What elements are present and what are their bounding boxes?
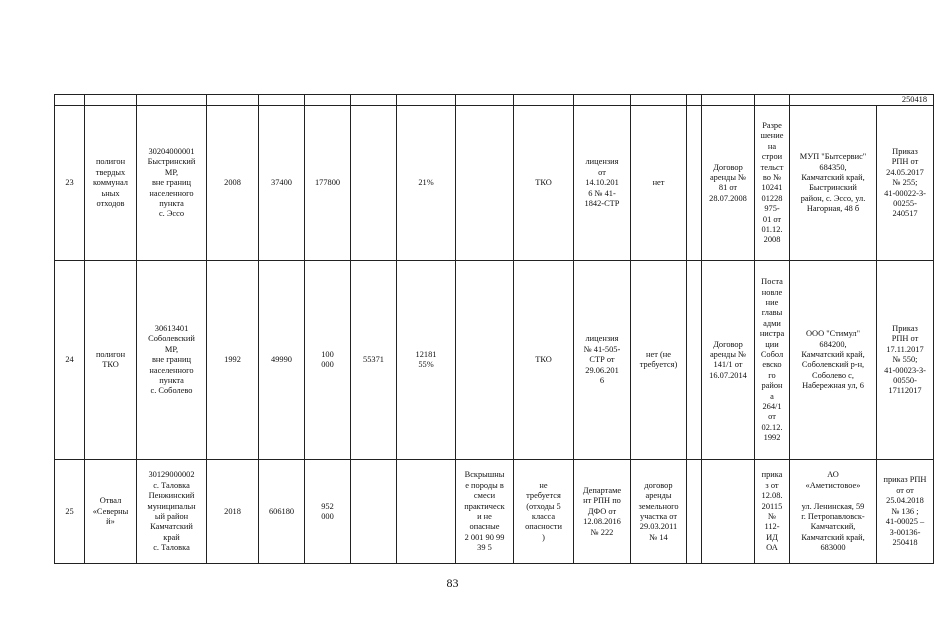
table-cell (631, 95, 687, 106)
fill-level: 21% (397, 106, 456, 261)
land-document (702, 460, 755, 564)
license: лицензия № 41-505- СТР от 29.06.201 6 (574, 261, 631, 460)
fill-level: 12181 55% (397, 261, 456, 460)
ownership (687, 460, 702, 564)
registry-order: приказ РПН от от 25.04.2018 № 136 ; 41-00025 – З-00136- 250418 (877, 460, 934, 564)
registry-order: Приказ РПН от 24.05.2017 № 255; 41-00022-З- 00255- 240517 (877, 106, 934, 261)
page-number: 83 (446, 576, 459, 590)
waste-type: не требуется (отходы 5 класса опасности ) (514, 460, 574, 564)
accumulated-waste (351, 460, 397, 564)
registry-table (54, 94, 934, 564)
waste-codes: Вскрышны е породы в смеси практическ и не опасные 2 001 90 99 39 5 (456, 460, 514, 564)
table-cell (207, 95, 259, 106)
table-row (55, 261, 934, 460)
design-capacity: 952 000 (305, 460, 351, 564)
design-capacity: 177800 (305, 106, 351, 261)
object-name: полигон ТКО (85, 261, 137, 460)
exclusion: договор аренды земельного участка от 29.03.2011 № 14 (631, 460, 687, 564)
operator: МУП "Бытсервис" 684350, Камчатский край, Быстринский район, с. Эссо, ул. Нагорная, 48 б (790, 106, 877, 261)
object-location: 30204000001 Быстринский МР, вне границ населенного пункта с. Эссо (137, 106, 207, 261)
table-cell: 250418 (790, 95, 934, 106)
row-number: 25 (55, 460, 85, 564)
table-cell (514, 95, 574, 106)
fill-level (397, 460, 456, 564)
table-cell (574, 95, 631, 106)
commission-year: 2018 (207, 460, 259, 564)
accumulated-waste: 55371 (351, 261, 397, 460)
object-location: 30129000002 с. Таловка Пенжинский муниципальн ый район Камчатский край с. Таловка (137, 460, 207, 564)
table-cell (85, 95, 137, 106)
row-number: 24 (55, 261, 85, 460)
table-cell (351, 95, 397, 106)
table-cell (687, 95, 702, 106)
waste-codes (456, 261, 514, 460)
operator: АО «Аметистовое» ул. Ленинская, 59 г. Петропавловск- Камчатский, Камчатский край, 683000 (790, 460, 877, 564)
table-cell (259, 95, 305, 106)
license: Департаме нт РПН по ДФО от 12.08.2016 № 222 (574, 460, 631, 564)
waste-codes (456, 106, 514, 261)
ownership (687, 106, 702, 261)
accumulated-waste (351, 106, 397, 261)
object-location: 30613401 Соболевский МР, вне границ населенного пункта с. Соболево (137, 261, 207, 460)
waste-type: ТКО (514, 261, 574, 460)
construction-permit: Разре шение на строи тельст во № 10241 01228 975- 01 от 01.12. 2008 (755, 106, 790, 261)
commission-year: 1992 (207, 261, 259, 460)
table-cell (137, 95, 207, 106)
object-area: 49990 (259, 261, 305, 460)
table-cell (702, 95, 755, 106)
design-capacity: 100 000 (305, 261, 351, 460)
commission-year: 2008 (207, 106, 259, 261)
construction-permit: прика з от 12.08. 20115 № 112- ИД ОА (755, 460, 790, 564)
row-number: 23 (55, 106, 85, 261)
land-document: Договор аренды № 81 от 28.07.2008 (702, 106, 755, 261)
waste-type: ТКО (514, 106, 574, 261)
license: лицензия от 14.10.201 6 № 41- 1842-СТР (574, 106, 631, 261)
registry-order: Приказ РПН от 17.11.2017 № 550; 41-00023-З- 00550- 17112017 (877, 261, 934, 460)
operator: ООО "Стимул" 684200, Камчатский край, Соболевский р-н, Соболево с, Набережная ул, 6 (790, 261, 877, 460)
land-document: Договор аренды № 141/1 от 16.07.2014 (702, 261, 755, 460)
table-cell (305, 95, 351, 106)
table-cell (456, 95, 514, 106)
table-cell (55, 95, 85, 106)
table-cell (397, 95, 456, 106)
object-area: 606180 (259, 460, 305, 564)
object-name: полигон твердых коммунал ьных отходов (85, 106, 137, 261)
table-row (55, 106, 934, 261)
exclusion: нет (631, 106, 687, 261)
table-cell (755, 95, 790, 106)
object-name: Отвал «Северны й» (85, 460, 137, 564)
object-area: 37400 (259, 106, 305, 261)
construction-permit: Поста новле ние главы адми нистра ции Собол евско го район а 264/1 от 02.12. 1992 (755, 261, 790, 460)
table-row (55, 95, 934, 106)
ownership (687, 261, 702, 460)
exclusion: нет (не требуется) (631, 261, 687, 460)
table-row (55, 460, 934, 564)
